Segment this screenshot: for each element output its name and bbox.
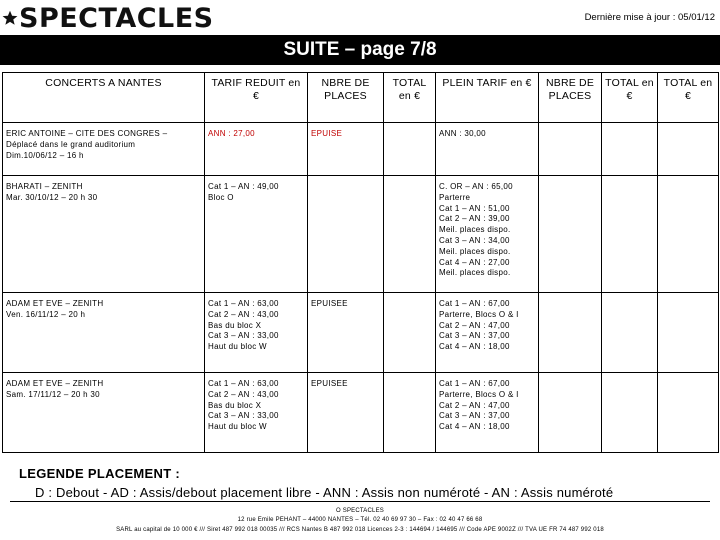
- plein-tarif-cell: [436, 373, 539, 453]
- cell-line: Cat 3 – AN : 37,00: [439, 411, 510, 421]
- cell-line: EPUISEE: [311, 379, 348, 388]
- cell-line: Haut du bloc W: [208, 422, 267, 432]
- cell-line: Parterre, Blocs O & I: [439, 389, 519, 399]
- cell-line: ADAM ET EVE – ZENITH: [6, 299, 104, 308]
- total-plein-cell: [602, 176, 658, 293]
- column-header-places-plein: NBRE DE PLACES: [539, 73, 602, 123]
- cell-line: Dim.10/06/12 – 16 h: [6, 150, 84, 160]
- column-header-total-plein: TOTAL en €: [602, 73, 658, 123]
- cell-line: Meil. places dispo.: [439, 225, 511, 235]
- cell-line: Cat 4 – AN : 27,00: [439, 257, 510, 267]
- total-cell: [658, 176, 719, 293]
- tarif-reduit-cell: [205, 176, 308, 293]
- column-header-total: TOTAL en €: [658, 73, 719, 123]
- total-reduit-cell: [384, 293, 436, 373]
- places-reduit-cell: [308, 373, 384, 453]
- cell-line: Déplacé dans le grand auditorium: [6, 139, 136, 149]
- cell-line: Parterre, Blocs O & I: [439, 309, 519, 319]
- total-cell: [658, 123, 719, 176]
- cell-line: Mar. 30/10/12 – 20 h 30: [6, 192, 98, 202]
- cell-line: Cat 2 – AN : 39,00: [439, 214, 510, 224]
- total-cell: [658, 293, 719, 373]
- cell-line: Haut du bloc W: [208, 342, 267, 352]
- plein-tarif-cell: [436, 123, 539, 176]
- column-header-tarif-reduit: TARIF REDUIT en €: [205, 73, 308, 123]
- last-update-date: Dernière mise à jour : 05/01/12: [584, 12, 715, 23]
- tarif-reduit-cell: [205, 373, 308, 453]
- places-reduit-cell: [308, 176, 384, 293]
- column-header-total-reduit: TOTAL en €: [384, 73, 436, 123]
- cell-line: Cat 3 – AN : 33,00: [208, 331, 279, 341]
- footer-company-name: O SPECTACLES: [336, 508, 384, 514]
- cell-line: Cat 1 – AN : 67,00: [439, 379, 510, 388]
- places-plein-cell: [539, 123, 602, 176]
- cell-line: Cat 3 – AN : 37,00: [439, 331, 510, 341]
- total-cell: [658, 373, 719, 453]
- footer-address: 12 rue Emile PEHANT – 44000 NANTES – Tél. 02 40 69 97 30 – Fax : 02 40 47 66 68: [237, 517, 483, 523]
- cell-line: Meil. places dispo.: [439, 268, 511, 278]
- total-reduit-cell: [384, 373, 436, 453]
- plein-tarif-cell: [436, 176, 539, 293]
- cell-line: ADAM ET EVE – ZENITH: [6, 379, 104, 388]
- star-icon: [2, 10, 18, 26]
- plein-tarif-cell: [436, 293, 539, 373]
- concert-price-table: [2, 72, 719, 453]
- cell-line: Cat 2 – AN : 47,00: [439, 320, 510, 330]
- column-header-places-reduit: NBRE DE PLACES: [308, 73, 384, 123]
- table-row: [3, 293, 719, 373]
- cell-line: BHARATI – ZENITH: [6, 182, 83, 191]
- total-plein-cell: [602, 373, 658, 453]
- cell-line: EPUISE: [311, 129, 343, 138]
- legend-text: D : Debout - AD : Assis/debout placement libre - ANN : Assis non numéroté - AN : Assis numéroté: [35, 485, 614, 500]
- cell-line: ERIC ANTOINE – CITE DES CONGRES –: [6, 129, 168, 138]
- cell-line: Cat 2 – AN : 43,00: [208, 309, 279, 319]
- cell-line: Cat 1 – AN : 49,00: [208, 182, 279, 191]
- cell-line: C. OR – AN : 65,00: [439, 182, 513, 191]
- cell-line: Cat 3 – AN : 34,00: [439, 235, 510, 245]
- places-plein-cell: [539, 176, 602, 293]
- page-title-banner: SUITE – page 7/8: [0, 35, 720, 65]
- cell-line: Cat 3 – AN : 33,00: [208, 411, 279, 421]
- cell-line: Bloc O: [208, 192, 234, 202]
- cell-line: Cat 4 – AN : 18,00: [439, 422, 510, 432]
- logo: [2, 2, 214, 34]
- cell-line: Meil. places dispo.: [439, 246, 511, 256]
- places-plein-cell: [539, 373, 602, 453]
- legend-title: LEGENDE PLACEMENT :: [19, 466, 180, 481]
- table-header-row: [3, 73, 719, 123]
- places-reduit-cell: [308, 293, 384, 373]
- places-plein-cell: [539, 293, 602, 373]
- column-header-concerts: CONCERTS A NANTES: [3, 73, 205, 123]
- cell-line: Ven. 16/11/12 – 20 h: [6, 309, 86, 319]
- column-header-plein-tarif: PLEIN TARIF en €: [436, 73, 539, 123]
- concert-cell: [3, 293, 205, 373]
- table-row: [3, 373, 719, 453]
- total-reduit-cell: [384, 123, 436, 176]
- cell-line: Cat 2 – AN : 43,00: [208, 389, 279, 399]
- cell-line: Bas du bloc X: [208, 320, 262, 330]
- cell-line: Parterre: [439, 192, 471, 202]
- places-reduit-cell: [308, 123, 384, 176]
- cell-line: Sam. 17/11/12 – 20 h 30: [6, 389, 100, 399]
- legend-divider: [10, 501, 710, 502]
- cell-line: Cat 1 – AN : 63,00: [208, 299, 279, 308]
- table-row: [3, 123, 719, 176]
- logo-text: SPECTACLES: [19, 2, 214, 34]
- cell-line: Cat 1 – AN : 63,00: [208, 379, 279, 388]
- cell-line: Cat 1 – AN : 51,00: [439, 203, 510, 213]
- cell-line: Cat 2 – AN : 47,00: [439, 400, 510, 410]
- concert-cell: [3, 123, 205, 176]
- concert-cell: [3, 373, 205, 453]
- cell-line: Cat 1 – AN : 67,00: [439, 299, 510, 308]
- total-plein-cell: [602, 123, 658, 176]
- cell-line: EPUISEE: [311, 299, 348, 308]
- cell-line: Cat 4 – AN : 18,00: [439, 342, 510, 352]
- footer-legal-info: SARL au capital de 10 000 € /// Siret 487 992 018 00035 /// RCS Nantes B 487 992 018 Licences 2-3 : 144694 / 144695 /// Code APE 9002Z /// TVA UE FR 74 487 992 018: [116, 527, 604, 533]
- concert-cell: [3, 176, 205, 293]
- cell-line: Bas du bloc X: [208, 400, 262, 410]
- tarif-reduit-cell: [205, 293, 308, 373]
- cell-line: ANN : 27,00: [208, 129, 255, 138]
- total-plein-cell: [602, 293, 658, 373]
- tarif-reduit-cell: [205, 123, 308, 176]
- cell-line: ANN : 30,00: [439, 129, 486, 138]
- total-reduit-cell: [384, 176, 436, 293]
- table-row: [3, 176, 719, 293]
